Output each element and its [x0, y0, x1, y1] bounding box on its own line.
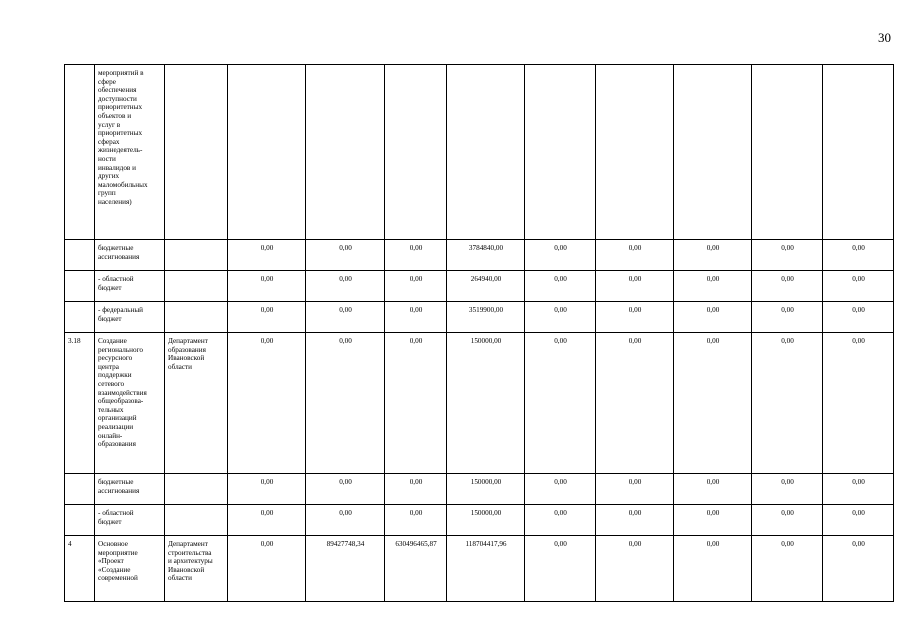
value-cell — [385, 505, 447, 536]
value-cell-text: 0,00 — [554, 478, 567, 486]
measure-name-cell — [95, 302, 165, 333]
executor-cell-text: Департамент строительства и архитектуры Ивановской области — [168, 540, 213, 583]
value-cell-text: 0,00 — [852, 306, 865, 314]
value-cell — [596, 333, 674, 474]
value-cell — [525, 65, 596, 240]
value-cell-text: 0,00 — [409, 478, 423, 486]
table-row — [65, 505, 894, 536]
value-cell — [447, 474, 525, 505]
value-cell — [447, 333, 525, 474]
table-row — [65, 474, 894, 505]
value-cell-text: 150000,00 — [470, 509, 502, 517]
value-cell-text: 0,00 — [409, 275, 423, 283]
table-row — [65, 271, 894, 302]
measure-name-cell — [95, 474, 165, 505]
value-cell-text: 0,00 — [260, 337, 274, 345]
value-cell — [525, 333, 596, 474]
measure-name-cell-text: - федеральный бюджет — [98, 306, 144, 323]
value-cell — [752, 333, 823, 474]
value-cell-text: 0,00 — [628, 478, 642, 486]
value-cell-text: 0,00 — [409, 244, 423, 252]
table-row — [65, 333, 894, 474]
value-cell — [525, 271, 596, 302]
measure-name-cell-text: Создание регионального ресурсного центра поддержки сетевого взаимодействия общеобразова- тельных организаций реализации онлайн- образования — [98, 337, 147, 449]
value-cell — [447, 302, 525, 333]
value-cell-text: 0,00 — [260, 306, 274, 314]
table-body — [65, 65, 894, 602]
value-cell-text: 0,00 — [260, 540, 274, 548]
executor-cell — [165, 240, 228, 271]
row-number-cell — [65, 65, 95, 240]
value-cell-text: 0,00 — [852, 509, 865, 517]
value-cell — [228, 333, 306, 474]
table-row — [65, 302, 894, 333]
value-cell-text: 0,00 — [339, 337, 352, 345]
row-number-cell — [65, 333, 95, 474]
executor-cell — [165, 474, 228, 505]
value-cell — [752, 474, 823, 505]
value-cell-text: 0,00 — [260, 275, 274, 283]
value-cell — [674, 536, 752, 602]
measure-name-cell-text: бюджетные ассигнования — [98, 244, 140, 261]
value-cell — [447, 271, 525, 302]
row-number-cell — [65, 536, 95, 602]
value-cell-text: 3519900,00 — [468, 306, 504, 314]
row-number-cell — [65, 302, 95, 333]
value-cell — [674, 474, 752, 505]
value-cell — [752, 536, 823, 602]
measure-name-cell-text: бюджетные ассигнования — [98, 478, 140, 495]
value-cell-text: 0,00 — [409, 337, 423, 345]
value-cell — [228, 536, 306, 602]
measure-name-cell — [95, 271, 165, 302]
value-cell-text: 0,00 — [628, 306, 642, 314]
value-cell — [823, 536, 894, 602]
value-cell-text: 0,00 — [781, 337, 794, 345]
value-cell — [306, 65, 385, 240]
executor-cell — [165, 536, 228, 602]
row-number-cell — [65, 474, 95, 505]
value-cell-text: 0,00 — [706, 540, 720, 548]
value-cell — [447, 536, 525, 602]
value-cell — [823, 240, 894, 271]
value-cell-text: 0,00 — [554, 244, 567, 252]
measure-name-cell — [95, 240, 165, 271]
value-cell — [385, 474, 447, 505]
value-cell-text: 630496465,87 — [395, 540, 437, 548]
row-number-cell-text: 3.18 — [68, 337, 81, 345]
value-cell — [596, 505, 674, 536]
value-cell — [525, 474, 596, 505]
value-cell-text: 0,00 — [409, 509, 423, 517]
value-cell — [823, 474, 894, 505]
value-cell-text: 0,00 — [706, 509, 720, 517]
value-cell-text: 0,00 — [554, 540, 567, 548]
value-cell-text: 0,00 — [781, 306, 794, 314]
value-cell-text: 0,00 — [554, 306, 567, 314]
value-cell-text: 0,00 — [339, 244, 352, 252]
value-cell-text: 0,00 — [852, 337, 865, 345]
value-cell — [385, 302, 447, 333]
value-cell — [525, 536, 596, 602]
value-cell-text: 0,00 — [628, 337, 642, 345]
value-cell-text: 264940,00 — [470, 275, 502, 283]
value-cell — [525, 240, 596, 271]
value-cell — [752, 302, 823, 333]
value-cell-text: 0,00 — [628, 275, 642, 283]
value-cell-text: 3784840,00 — [468, 244, 504, 252]
value-cell-text: 118704417,96 — [465, 540, 507, 548]
value-cell-text: 0,00 — [339, 509, 352, 517]
value-cell — [596, 474, 674, 505]
value-cell-text: 0,00 — [781, 478, 794, 486]
value-cell — [228, 271, 306, 302]
table-row — [65, 65, 894, 240]
value-cell — [596, 240, 674, 271]
measure-name-cell-text: мероприятий в сфере обеспечения доступности приоритетных объектов и услуг в приоритетных сферах жизнедеятель- ности инвалидов и других маломобильных групп населения) — [98, 69, 148, 206]
value-cell-text: 0,00 — [706, 337, 720, 345]
value-cell — [823, 302, 894, 333]
value-cell-text: 0,00 — [706, 306, 720, 314]
measure-name-cell — [95, 536, 165, 602]
value-cell — [823, 333, 894, 474]
value-cell — [447, 240, 525, 271]
row-number-cell — [65, 271, 95, 302]
value-cell — [823, 505, 894, 536]
value-cell — [228, 474, 306, 505]
value-cell — [385, 536, 447, 602]
table-row — [65, 536, 894, 602]
value-cell-text: 0,00 — [628, 540, 642, 548]
value-cell-text: 0,00 — [852, 540, 865, 548]
executor-cell — [165, 505, 228, 536]
value-cell — [823, 65, 894, 240]
value-cell-text: 0,00 — [339, 478, 352, 486]
executor-cell — [165, 65, 228, 240]
measure-name-cell-text: Основное мероприятие «Проект «Создание современной — [98, 540, 138, 583]
value-cell-text: 89427748,34 — [326, 540, 365, 548]
value-cell — [306, 474, 385, 505]
value-cell — [752, 271, 823, 302]
value-cell — [752, 240, 823, 271]
measure-name-cell — [95, 333, 165, 474]
value-cell-text: 0,00 — [781, 540, 794, 548]
value-cell — [306, 536, 385, 602]
value-cell — [385, 240, 447, 271]
value-cell — [674, 302, 752, 333]
value-cell — [674, 65, 752, 240]
value-cell-text: 0,00 — [339, 306, 352, 314]
row-number-cell — [65, 240, 95, 271]
value-cell-text: 0,00 — [554, 337, 567, 345]
value-cell — [596, 302, 674, 333]
value-cell — [228, 240, 306, 271]
value-cell-text: 0,00 — [628, 244, 642, 252]
value-cell-text: 0,00 — [852, 244, 865, 252]
value-cell-text: 150000,00 — [470, 337, 502, 345]
table-row — [65, 240, 894, 271]
row-number-cell-text: 4 — [68, 540, 72, 548]
value-cell — [752, 65, 823, 240]
measure-name-cell-text: - областной бюджет — [98, 275, 134, 292]
value-cell — [228, 65, 306, 240]
executor-cell — [165, 271, 228, 302]
value-cell-text: 0,00 — [706, 478, 720, 486]
value-cell — [596, 271, 674, 302]
value-cell-text: 0,00 — [554, 275, 567, 283]
value-cell-text: 0,00 — [781, 509, 794, 517]
value-cell-text: 0,00 — [554, 509, 567, 517]
value-cell — [447, 65, 525, 240]
value-cell — [674, 505, 752, 536]
value-cell — [752, 505, 823, 536]
budget-table — [64, 64, 894, 602]
value-cell — [596, 65, 674, 240]
value-cell — [525, 505, 596, 536]
value-cell-text: 0,00 — [781, 244, 794, 252]
value-cell — [228, 505, 306, 536]
value-cell-text: 0,00 — [706, 244, 720, 252]
value-cell — [674, 271, 752, 302]
value-cell-text: 0,00 — [781, 275, 794, 283]
executor-cell-text: Департамент образования Ивановской области — [168, 337, 208, 371]
value-cell — [385, 271, 447, 302]
value-cell-text: 0,00 — [260, 509, 274, 517]
value-cell — [306, 240, 385, 271]
value-cell-text: 150000,00 — [470, 478, 502, 486]
value-cell — [306, 505, 385, 536]
value-cell-text: 0,00 — [339, 275, 352, 283]
value-cell — [674, 333, 752, 474]
value-cell-text: 0,00 — [260, 244, 274, 252]
page-number: 30 — [878, 30, 891, 45]
value-cell-text: 0,00 — [409, 306, 423, 314]
value-cell — [228, 302, 306, 333]
value-cell-text: 0,00 — [852, 478, 865, 486]
value-cell — [447, 505, 525, 536]
value-cell-text: 0,00 — [852, 275, 865, 283]
value-cell — [385, 333, 447, 474]
executor-cell — [165, 333, 228, 474]
value-cell — [306, 333, 385, 474]
row-number-cell — [65, 505, 95, 536]
value-cell-text: 0,00 — [628, 509, 642, 517]
value-cell-text: 0,00 — [260, 478, 274, 486]
executor-cell — [165, 302, 228, 333]
measure-name-cell-text: - областной бюджет — [98, 509, 134, 526]
value-cell — [823, 271, 894, 302]
measure-name-cell — [95, 505, 165, 536]
value-cell — [596, 536, 674, 602]
value-cell — [525, 302, 596, 333]
value-cell-text: 0,00 — [706, 275, 720, 283]
measure-name-cell — [95, 65, 165, 240]
value-cell — [385, 65, 447, 240]
value-cell — [306, 302, 385, 333]
value-cell — [306, 271, 385, 302]
value-cell — [674, 240, 752, 271]
